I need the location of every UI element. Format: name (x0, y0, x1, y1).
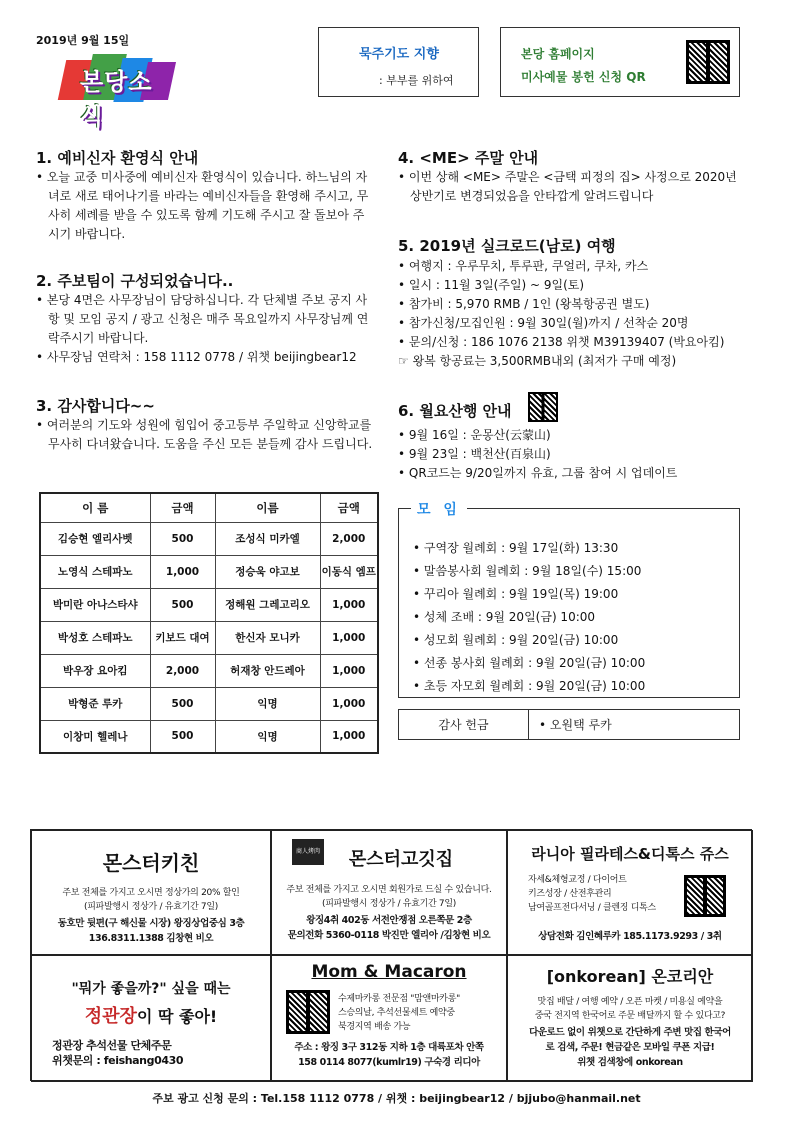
rosary-intention-title: 묵주기도 지향 (359, 47, 439, 62)
ads-grid (30, 829, 752, 1081)
ad-line: "뭐가 좋을까?" 싶을 때는 (71, 981, 231, 997)
ad-brand: 정관장 (84, 1006, 137, 1027)
homepage-qr-box (500, 27, 740, 97)
donor-name: 박우장 요아킴 (40, 654, 150, 687)
homepage-qr-label-1: 본당 홈페이지 (521, 47, 595, 61)
ad-line: 주보 전체를 가지고 오시면 정상가의 20% 할인 (62, 888, 240, 898)
meeting-item: • 초등 자모회 월례회 : 9월 20일(금) 10:00 (413, 675, 645, 698)
section-2-item: • 사무장님 연락처 : 158 1112 0778 / 위챗 beijingbear12 (36, 348, 376, 367)
donor-name: 이창미 헬레나 (40, 720, 150, 753)
ad-line: 키즈성장 / 산전후관리 (528, 889, 612, 899)
ad-title: [onkorean] 온코리안 (546, 967, 714, 986)
section-5-item: • 여행지 : 우루무치, 투루판, 쿠얼러, 쿠차, 카스 (398, 257, 758, 276)
section-1-item: • 오늘 교중 미사중에 예비신자 환영식이 있습니다. 하느님의 자녀로 새로 태어나기를 바라는 예비신자들을 환영해 주시고, 무사히 세례를 받을 수 있도록 함께 기도해 주시고 잘 돌보아 주시기 바랍니다. (36, 168, 372, 244)
donor-name: 정해원 그레고리오 (215, 588, 320, 621)
donor-name: 정승욱 야고보 (215, 555, 320, 588)
meeting-item: • 성체 조배 : 9월 20일(금) 10:00 (413, 606, 645, 629)
donor-name: 김승현 엘리사벳 (40, 522, 150, 555)
header-name: 이 름 (40, 493, 150, 522)
donation-amount: 2,000 (320, 522, 378, 555)
ad-line: 스승의날, 추석선물세트 예약중 (338, 1008, 455, 1018)
homepage-qr-code[interactable] (686, 40, 730, 84)
hiking-group-qr-code[interactable] (528, 392, 558, 422)
donor-name: 익명 (215, 687, 320, 720)
donation-amount: 500 (150, 687, 215, 720)
section-2-title: 2. 주보팀이 구성되었습니다.. (36, 272, 234, 290)
ad-monster-meat[interactable] (271, 830, 507, 955)
meeting-item: • 구역장 월례회 : 9월 17일(화) 13:30 (413, 537, 645, 560)
section-5-item: • 참가비 : 5,970 RMB / 1인 (왕복항공권 별도) (398, 295, 758, 314)
section-6-item: • 9월 23일 : 백천산(百泉山) (398, 445, 758, 464)
ad-contact: 위챗문의 : feishang0430 (52, 1054, 184, 1067)
header-amount: 금액 (320, 493, 378, 522)
section-4-item: • 이번 상해 <ME> 주말은 <금택 피정의 집> 사정으로 2020년 상반기로 변경되었음을 안타깝게 알려드립니다 (398, 168, 743, 206)
section-4-title: 4. <ME> 주말 안내 (398, 149, 539, 167)
section-5-body (398, 257, 758, 371)
ad-address: 왕징4취 402동 서전안쟁점 오른쪽문 2층 (306, 915, 472, 926)
table-row (40, 687, 378, 720)
ad-title: 라니아 필라테스&디톡스 쥬스 (531, 845, 729, 863)
donation-amount: 키보드 대여 (150, 621, 215, 654)
donor-name: 익명 (215, 720, 320, 753)
thanksgiving-label: 감사 헌금 (399, 710, 529, 739)
header-amount: 금액 (150, 493, 215, 522)
section-1-title: 1. 예비신자 환영식 안내 (36, 149, 199, 167)
ad-contact: 상담전화 김인혜루카 185.1173.9293 / 3취 (538, 931, 722, 942)
section-5-note: ☞ 왕복 항공료는 3,500RMB내외 (최저가 구매 예정) (398, 354, 677, 368)
donor-name: 한신자 모니카 (215, 621, 320, 654)
meeting-item: • 꾸리아 월례회 : 9월 19일(목) 19:00 (413, 583, 645, 606)
ad-line: 수제마카롱 전문점 "맘앤마카롱" (338, 994, 460, 1004)
ad-line: 주보 전체를 가지고 오시면 회원가로 드실 수 있습니다. (286, 885, 492, 895)
donation-amount: 1,000 (150, 555, 215, 588)
logo-text: 본당소식 (80, 68, 153, 131)
donation-amount: 2,000 (150, 654, 215, 687)
ad-line: 자세&체형교정 / 다이어트 (528, 875, 627, 885)
table-row (40, 654, 378, 687)
ad-address: 주소 : 왕징 3구 312동 지하 1층 대륙포차 안쪽 (294, 1042, 484, 1053)
section-5-item: • 참가신청/모집인원 : 9월 30일(월)까지 / 선착순 20명 (398, 314, 758, 333)
donation-amount: 500 (150, 588, 215, 621)
table-row (40, 522, 378, 555)
donor-name: 박성호 스테파노 (40, 621, 150, 654)
macaron-qr-code[interactable] (286, 990, 330, 1034)
meetings-list (413, 537, 645, 698)
meeting-item: • 성모회 월례회 : 9월 20일(금) 10:00 (413, 629, 645, 652)
ad-line: 맛집 배달 / 여행 예약 / 오픈 마켓 / 미용실 예약을 (537, 997, 723, 1007)
table-row (40, 621, 378, 654)
footer-ad-contact: 주보 광고 신청 문의 : Tel.158 1112 0778 / 위챗 : beijingbear12 / bjjubo@hanmail.net (152, 1092, 641, 1105)
ad-line: (피파발행시 정상가 / 유효기간 7일) (84, 902, 218, 912)
ad-contact: 위챗 검색창에 onkorean (577, 1057, 683, 1068)
ad-line: 로 검색, 주문! 현금같은 모바일 쿠폰 지급! (545, 1042, 715, 1053)
donor-name: 허재창 안드레아 (215, 654, 320, 687)
header-name: 이름 (215, 493, 320, 522)
ad-address: 동호만 뒷편(구 해신물 시장) 왕징상업중심 3층 (57, 918, 245, 929)
donation-amount: 1,000 (320, 687, 378, 720)
ad-title: 몬스터키친 (102, 851, 200, 875)
thanksgiving-value: • 오원택 루카 (539, 718, 612, 732)
donation-amount: 1,000 (320, 654, 378, 687)
section-1-body (36, 168, 372, 244)
section-2-body (36, 291, 376, 367)
thanksgiving-offering-box (398, 709, 740, 740)
ad-monster-kitchen[interactable] (31, 830, 271, 955)
donor-name: 조성식 미카엘 (215, 522, 320, 555)
meeting-item: • 말씀봉사회 월례회 : 9월 18일(수) 15:00 (413, 560, 645, 583)
ad-line: 정관장 추석선물 단체주문 (52, 1039, 172, 1052)
section-5-item: • 문의/신청 : 186 1076 2138 위챗 M39139407 (박요아킴) (398, 333, 758, 352)
table-row (40, 588, 378, 621)
ad-line: (피파발행시 정상가 / 유효기간 7일) (322, 899, 456, 909)
donor-name: 박형준 루카 (40, 687, 150, 720)
restaurant-logo: 商人烤肉 (292, 839, 324, 865)
donation-table (39, 492, 379, 754)
pilates-qr-code[interactable] (684, 875, 726, 917)
ad-line: 이 딱 좋아! (136, 1007, 218, 1026)
parish-news-logo (62, 50, 174, 131)
ad-line: 중국 전지역 한국어로 주문 배달까지 할 수 있다고? (534, 1011, 726, 1021)
ad-contact: 문의전화 5360-0118 박진만 엘리아 /김창현 비오 (287, 930, 491, 941)
section-6-item: • QR코드는 9/20일까지 유효, 그룹 참여 시 업데이트 (398, 464, 758, 483)
donation-amount: 500 (150, 720, 215, 753)
homepage-qr-label-2: 미사예물 봉헌 신청 QR (521, 70, 646, 84)
rosary-intention-box (318, 27, 479, 97)
ad-line: 북경지역 배송 가능 (338, 1022, 411, 1032)
section-5-item: • 일시 : 11월 3일(주일) ~ 9일(토) (398, 276, 758, 295)
donation-amount: 1,000 (320, 621, 378, 654)
ad-onkorean[interactable] (507, 955, 753, 1082)
ad-contact: 136.8311.1388 김창현 비오 (88, 933, 214, 944)
section-2-item: • 본당 4면은 사무장님이 담당하십니다. 각 단체별 주보 공지 사항 및 모임 공지 / 광고 신청은 매주 목요일까지 사무장님께 연락주시기 바랍니다. (36, 291, 376, 348)
section-3-body (36, 416, 376, 454)
donation-amount: 500 (150, 522, 215, 555)
section-3-item: • 여러분의 기도와 성원에 힘입어 중고등부 주일학교 신앙학교를 무사히 다녀왔습니다. 도움을 주신 모든 분들께 감사 드립니다. (36, 416, 376, 454)
donor-name: 노영식 스테파노 (40, 555, 150, 588)
section-5-title: 5. 2019년 실크로드(남로) 여행 (398, 237, 616, 255)
ad-line: 남여골프전다서닝 / 클렌징 디톡스 (528, 903, 656, 913)
table-row (40, 720, 378, 753)
section-6-body (398, 426, 758, 483)
donor-name: 박미란 아나스타샤 (40, 588, 150, 621)
ad-title: 몬스터고깃집 (348, 849, 454, 870)
donation-amount: 1,000 (320, 720, 378, 753)
section-6-title: 6. 월요산행 안내 (398, 402, 512, 420)
bulletin-date: 2019년 9월 15일 (36, 34, 130, 47)
ad-jeonggwanjang[interactable] (31, 955, 271, 1082)
donation-table-header-row (40, 493, 378, 522)
meetings-label: 모 임 (411, 499, 467, 519)
ad-contact: 158 0114 8077(kumlr19) 구숙경 리디아 (298, 1057, 480, 1068)
ad-mom-macaron[interactable] (271, 955, 507, 1082)
meeting-item: • 선종 봉사회 월례회 : 9월 20일(금) 10:00 (413, 652, 645, 675)
ad-line: 다운로드 없이 위챗으로 간단하게 주변 맛집 한국어 (529, 1027, 731, 1038)
section-3-title: 3. 감사합니다~~ (36, 397, 155, 415)
ad-lania-pilates[interactable] (507, 830, 753, 955)
rosary-intention-subtitle: : 부부를 위하여 (379, 74, 454, 87)
meetings-box (398, 502, 740, 698)
section-6-item: • 9월 16일 : 운몽산(云蒙山) (398, 426, 758, 445)
donation-amount: 1,000 (320, 588, 378, 621)
donation-amount: 이동식 엠프 (320, 555, 378, 588)
section-4-body (398, 168, 743, 206)
ad-title: Mom & Macaron (311, 962, 467, 982)
table-row (40, 555, 378, 588)
